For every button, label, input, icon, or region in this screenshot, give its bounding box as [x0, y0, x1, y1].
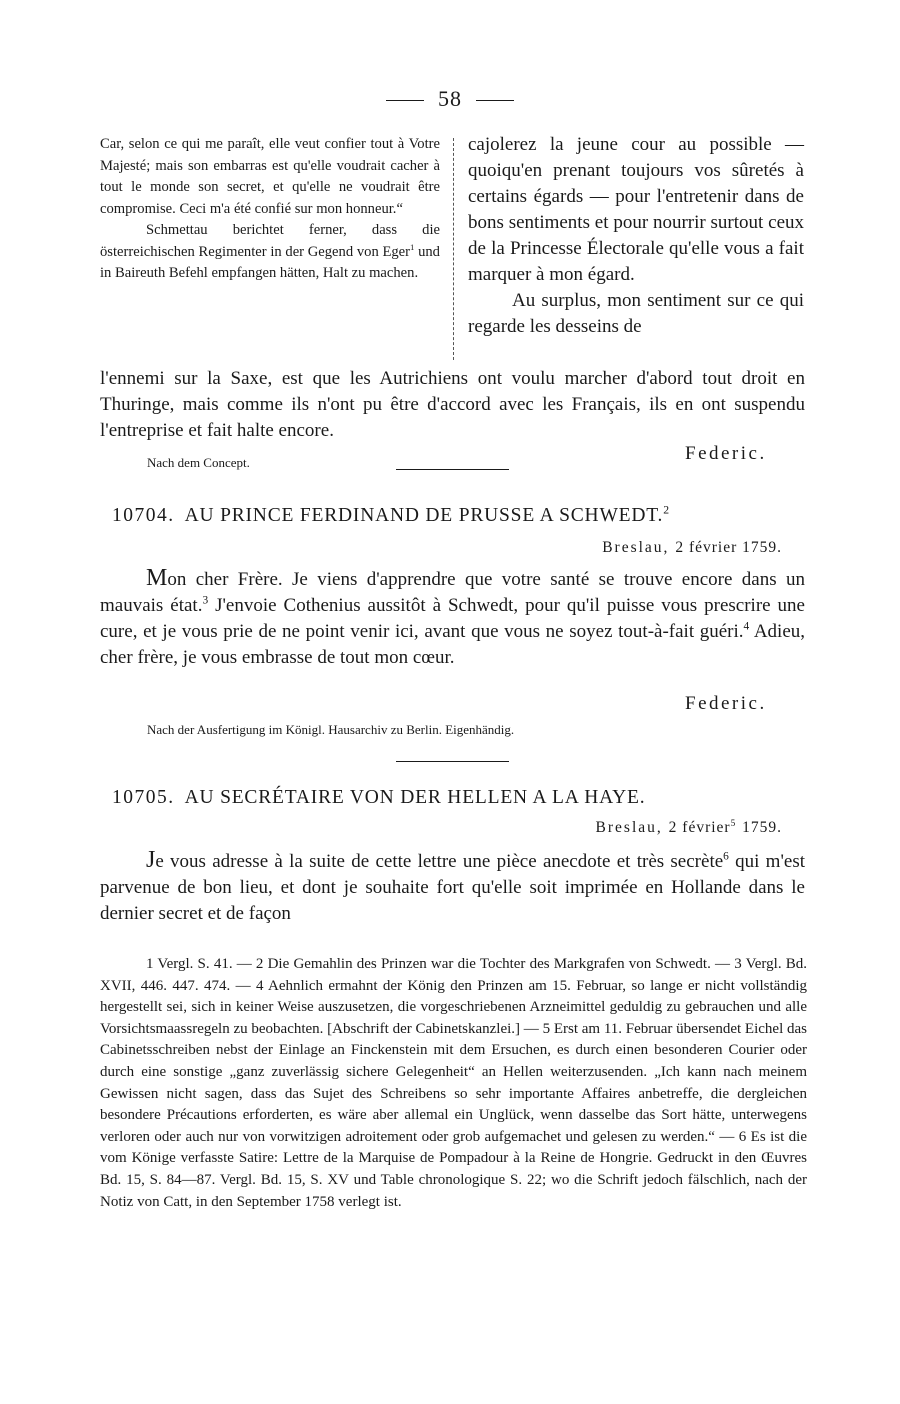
left-paragraph-2	[100, 220, 440, 285]
letter-10704-body-c: Adieu, cher frère, je vous embrasse de tout mon cœur.	[100, 621, 806, 668]
letter-10705-place: Breslau,	[595, 819, 663, 836]
header-dash-left	[386, 100, 424, 101]
section-rule-2	[396, 761, 509, 762]
left-paragraph-1: Car, selon ce qui me paraît, elle veut confier tout à Votre Majesté; mais son embarras est qu'elle voudrait cacher à tout le monde son secret, et qu'elle ne voudrait être compromise. Ceci m'a été confié sur mon honneur.“	[100, 136, 440, 217]
left-paragraph-2-text-a: Schmettau berichtet ferner, dass die österreichischen Regimenter in der Gegend von Eger	[100, 222, 440, 260]
right-paragraph-1: cajolerez la jeune cour au possible — quoiqu'en prenant toujours vos sûretés à certains égards — pour l'entretenir dans de bons sentiments et pour nourrir surtout ceux de la Princesse Électorale qu'elle vous a fait marquer à mon égard.	[468, 134, 804, 285]
header-dash-right	[476, 100, 514, 101]
continuation-paragraph	[100, 366, 805, 444]
letter-10705-body	[100, 847, 805, 927]
section-rule-1	[396, 469, 509, 470]
letter-10704-body-b: J'envoie Cothenius aussitôt à Schwedt, pour qu'il puisse vous prescrire une cure, et je vous prie de ne point venir ici, avant que vous ne soyez tout-à-fait guéri.	[100, 595, 805, 642]
letter-10704-number: 10704.	[112, 505, 175, 526]
letter-10704-title: AU PRINCE FERDINAND DE PRUSSE A SCHWEDT.	[184, 505, 664, 526]
signature-2: Federic.	[685, 693, 767, 714]
letter-10704-heading	[112, 505, 670, 527]
letter-10705-date-a: 2 février	[668, 819, 731, 836]
page-number: 58	[438, 86, 462, 111]
footnotes	[100, 954, 807, 1213]
column-divider	[453, 138, 454, 360]
letter-10704-place: Breslau,	[602, 539, 670, 556]
letter-10705-body-b: qui m'est parvenue de bon lieu, et dont je souhaite fort qu'elle soit imprimée en Hollande dans le dernier secret et de façon	[100, 851, 805, 924]
letter-10705-title: AU SECRÉTAIRE VON DER HELLEN A LA HAYE.	[184, 787, 646, 808]
footnote-ref-6: 6	[723, 850, 729, 863]
left-paragraph-2-text-b: und in Baireuth Befehl empfangen hätten, Halt zu machen.	[100, 243, 440, 281]
source-note-1: Nach dem Concept.	[147, 455, 250, 470]
footnotes-text: 1 Vergl. S. 41. — 2 Die Gemahlin des Prinzen war die Tochter des Markgrafen von Schwedt. — 3 Vergl. Bd. XVII, 446. 447. 474. — 4 Aehnlich ermahnt der König den Prinzen am 15. Februar, so lange er nicht vollständig hergestellt sei, sich in keiner Weise auszusetzen, die vorgeschriebenen Arzneimittel geduldig zu gebrauchen und alle Vorsichtsmaassregeln zu beobachten. [Abschrift der Cabinetskanzlei.] — 5 Erst am 11. Februar übersendet Eichel das Cabinetsschreiben nebst der Einlage an Finckenstein mit dem Ersuchen, es durch einen besonderen Courier oder durch eine sonstige „ganz zuverlässig sichere Gelegenheit“ an Hellen weiterzusenden. „Ich kann nach meinem Gewissen nicht sagen, dass das Sujet des Schreibens so sehr importante Affaires anbetreffe, die dergleichen besondere Précautions erforderten, es wäre aber allemal ein Unglück, wenn dasselbe das Sort hätte, unterwegens verloren oder auch nur von vorwitzigen adroitement oder grob aufgemachet und gelesen zu werden.“ — 6 Es ist die vom Könige verfasste Satire: Lettre de la Marquise de Pompadour à la Reine de Hongrie. Gedruckt in den Œuvres Bd. 15, S. 84—87. Vergl. Bd. 15, S. XV und Table chronologique S. 22; wo die Schrift jedoch fälschlich, nach der Notiz von Catt, in den September 1758 verlegt ist.	[100, 956, 807, 1210]
footnote-ref-1: 1	[410, 241, 415, 252]
letter-10705-number: 10705.	[112, 787, 175, 808]
letter-10705-heading	[112, 787, 645, 809]
footnote-ref-3: 3	[202, 594, 209, 607]
footnote-ref-2: 2	[663, 503, 670, 517]
source-note-2: Nach der Ausfertigung im Königl. Hausarchiv zu Berlin. Eigenhändig.	[147, 722, 515, 737]
letter-10705-date-b: 1759.	[737, 819, 782, 836]
continuation-text: l'ennemi sur la Saxe, est que les Autrichiens ont voulu marcher d'abord tout droit en Thuringe, mais comme ils n'ont pu être d'accord avec les Français, ils en ont suspendu l'entreprise et fait halte encore.	[100, 368, 805, 441]
letter-10704-date: 2 février 1759.	[675, 539, 782, 556]
letter-10704-body	[100, 565, 805, 671]
right-column	[468, 132, 804, 340]
page-header	[0, 86, 900, 112]
left-column	[100, 134, 440, 285]
right-paragraph-2: Au surplus, mon sentiment sur ce qui regarde les desseins de	[468, 290, 804, 337]
letter-10704-body-a: on cher Frère. Je viens d'apprendre que votre santé se trouve encore dans un mauvais état.	[100, 569, 805, 616]
signature-1: Federic.	[685, 443, 767, 464]
letter-10705-body-text	[100, 847, 805, 927]
letter-10704-dropcap: M	[146, 565, 168, 591]
footnote-ref-4: 4	[743, 620, 750, 633]
letter-10705-dropcap: J	[146, 847, 156, 873]
footnote-ref-5: 5	[730, 818, 738, 829]
letter-10704-place-date	[602, 539, 782, 557]
letter-10705-body-a: e vous adresse à la suite de cette lettre une pièce anecdote et très secrète	[155, 851, 724, 872]
letter-10704-body-text	[100, 565, 805, 671]
letter-10705-place-date	[596, 819, 782, 837]
